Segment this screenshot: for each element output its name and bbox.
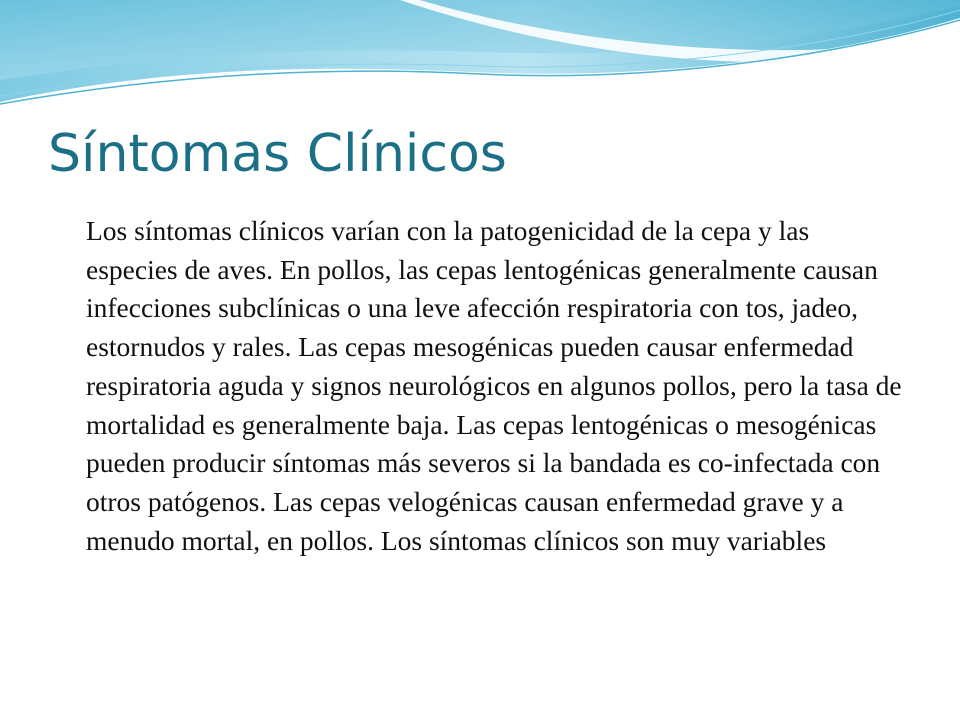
slide-body-text: Los síntomas clínicos varían con la patogenicidad de la cepa y las especies de aves. En pollos, las cepas lentogénicas generalmente causan infecciones subclínicas o una leve afección respiratoria con tos, jadeo, estornudos y rales. Las cepas mesogénicas pueden causar enfermedad respiratoria aguda y signos neurológicos en algunos pollos, pero la tasa de mortalidad es generalmente baja. Las cepas lentogénicas o mesogénicas pueden producir síntomas más severos si la bandada es co-infectada con otros patógenos. Las cepas velogénicas causan enfermedad grave y a menudo mortal, en pollos. Los síntomas clínicos son muy variables <box>86 215 902 556</box>
slide-title: Síntomas Clínicos <box>48 124 507 184</box>
wave-header-decoration <box>0 0 960 110</box>
